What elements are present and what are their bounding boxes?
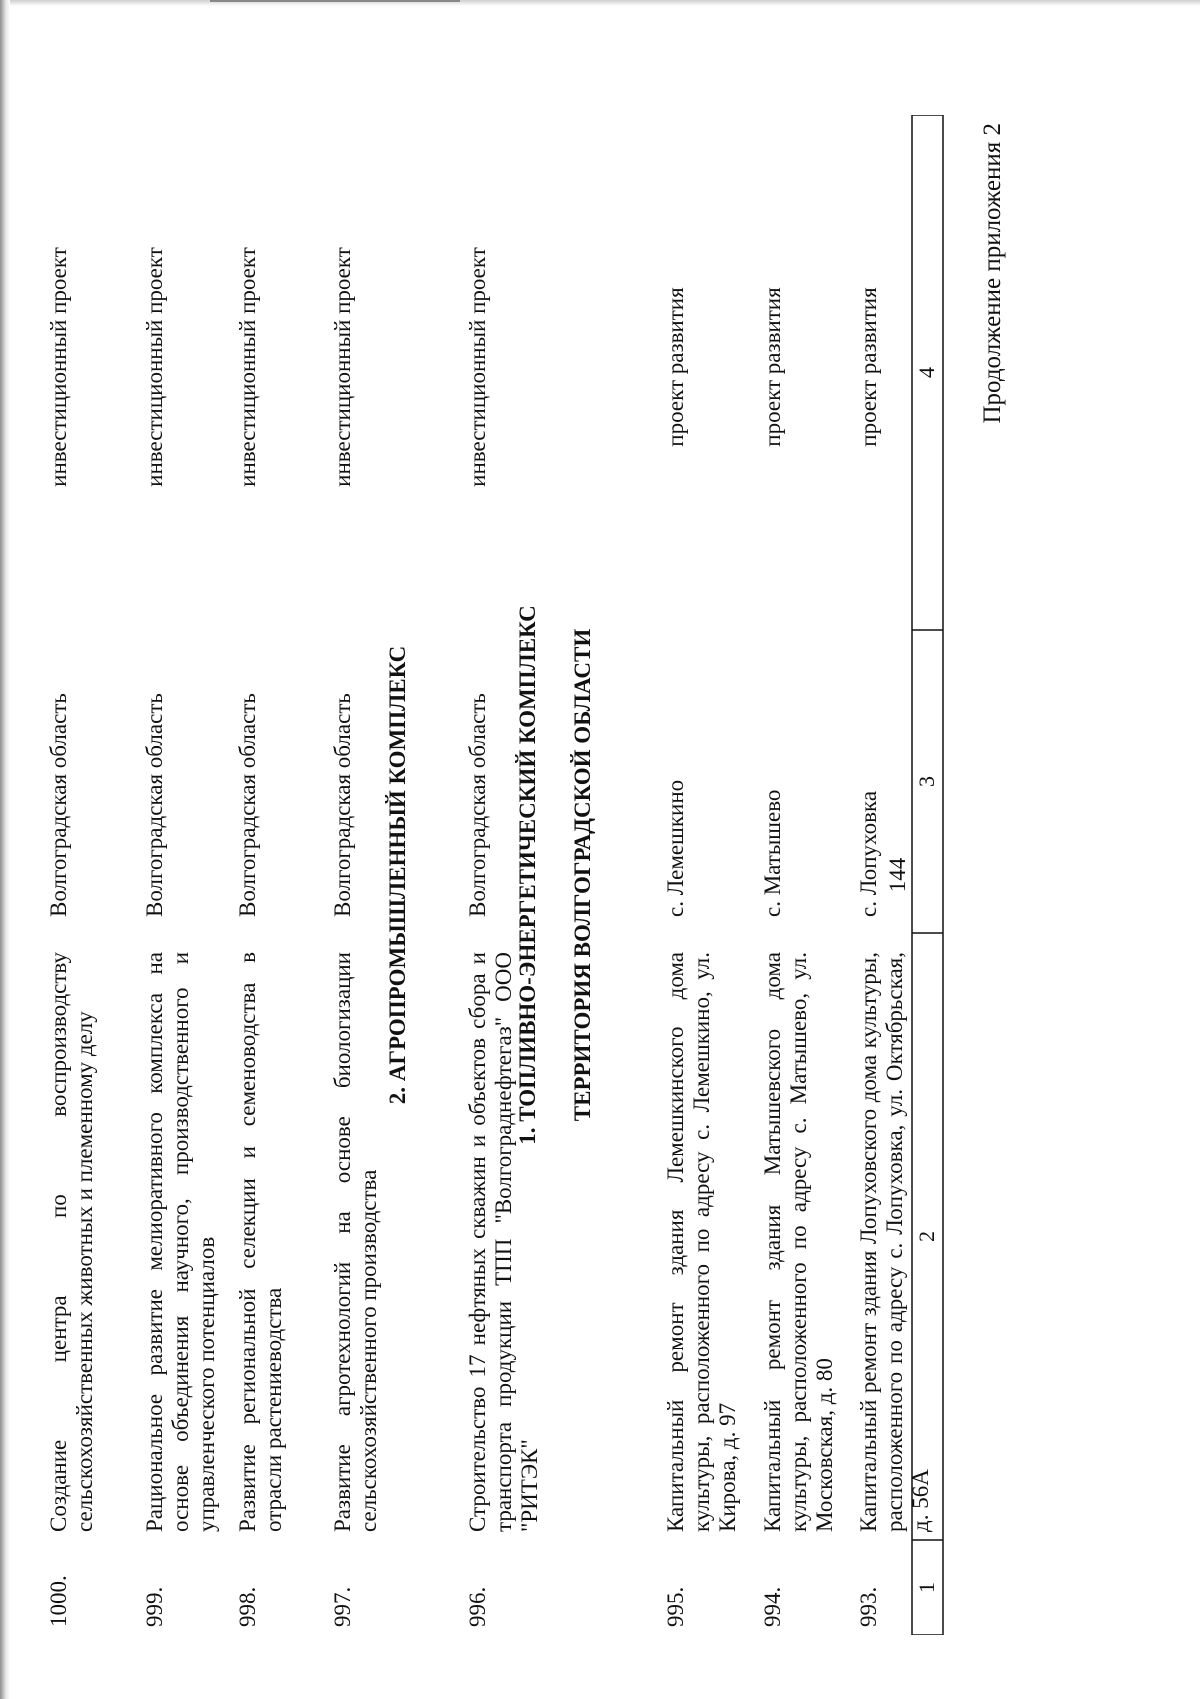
row-994-location: с. Матышево [760,789,785,917]
page-number: 144 [885,857,910,893]
territory-heading: ТЕРРИТОРИЯ ВОЛГОГРАДСКОЙ ОБЛАСТИ [570,628,595,1122]
header-col-2: 2 [914,1231,939,1242]
row-998-description: Развитие региональной селекции и семеноводства в отрасли растениеводства [235,952,286,1532]
header-col-4: 4 [914,367,939,378]
header-col-1: 1 [914,1582,939,1593]
row-995-number: 995. [663,1586,688,1627]
row-999-description: Рациональное развитие мелиоративного комплекса на основе объединения научного, производственного и управленческого потенциалов [142,952,219,1532]
section-agro: 2. АГРОПРОМЫШЛЕННЫЙ КОМПЛЕКС [385,645,410,1105]
row-997-location: Волгоградская область [330,693,355,917]
rotated-page [46,115,1080,1635]
scan-line-top [210,0,460,2]
row-994-description: Капитальный ремонт здания Матышевского дома культуры, расположенного по адресу с. Матышево, ул. Московская, д. 80 [760,952,837,1532]
scan-edge-left [0,0,10,1699]
row-999-type: инвестиционный проект [142,247,167,487]
row-993-description: Капитальный ремонт здания Лопуховского дома культуры, расположенного по адресу с. Лопуховка, ул. Октябрьская, д. 56А [856,952,933,1532]
appendix-label: Продолжение приложения 2 [979,123,1006,424]
row-1000-description: Создание центра по воспроизводству сельскохозяйственных животных и племенному делу [46,952,97,1532]
row-997-number: 997. [330,1586,355,1627]
row-997-description: Развитие агротехнологий на основе биологизации сельскохозяйственного производства [330,952,381,1532]
row-993-type: проект развития [856,287,881,447]
row-995-type: проект развития [663,287,688,447]
row-996-location: Волгоградская область [465,693,490,917]
row-1000-location: Волгоградская область [46,693,71,917]
row-998-number: 998. [235,1586,260,1627]
row-998-location: Волгоградская область [235,693,260,917]
row-999-location: Волгоградская область [142,693,167,917]
row-994-number: 994. [760,1586,785,1627]
row-995-location: с. Лемешкино [663,779,688,917]
row-993-number: 993. [856,1586,881,1627]
scan-edge-top [0,0,1200,6]
row-997-type: инвестиционный проект [330,247,355,487]
row-996-type: инвестиционный проект [465,247,490,487]
row-1000-number: 1000. [46,1575,71,1627]
row-993-location: с. Лопуховка [856,790,881,917]
row-1000-type: инвестиционный проект [46,247,71,487]
row-994-type: проект развития [760,287,785,447]
row-999-number: 999. [142,1586,167,1627]
row-995-description: Капитальный ремонт здания Лемешкинского дома культуры, расположенного по адресу с. Лемешкино, ул. Кирова, д. 97 [663,952,740,1532]
row-996-number: 996. [465,1586,490,1627]
row-996-description: Строительство 17 нефтяных скважин и объектов сбора и транспорта продукции ТПП "Волгограднефтегаз" ООО "РИТЭК" [465,952,542,1532]
row-998-type: инвестиционный проект [235,247,260,487]
header-col-3: 3 [914,776,939,787]
section-fuel-energy: 1. ТОПЛИВНО-ЭНЕРГЕТИЧЕСКИЙ КОМПЛЕКС [515,605,540,1145]
